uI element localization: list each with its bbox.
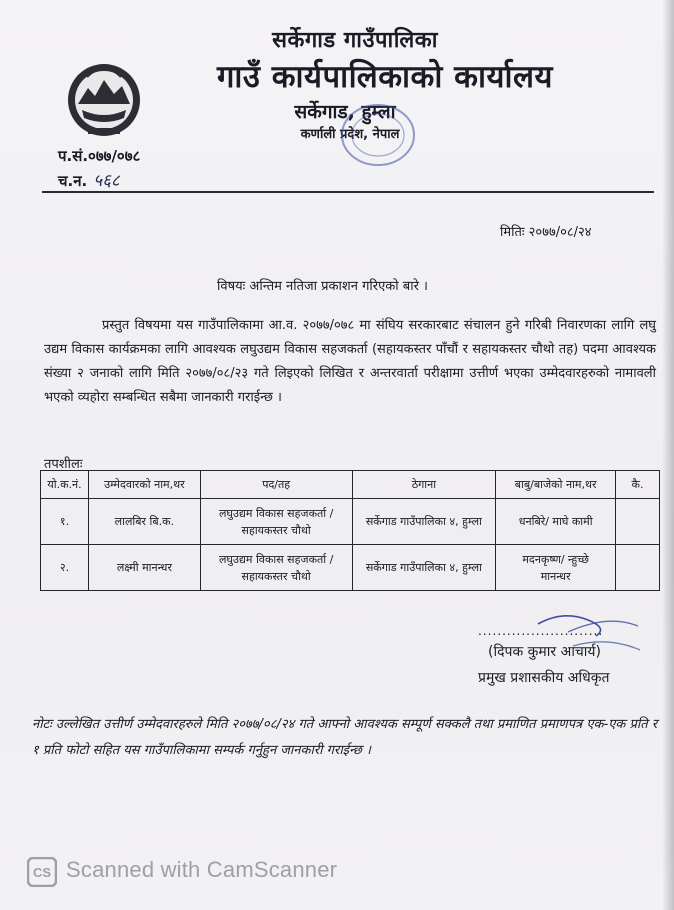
letter-subject: विषयः अन्तिम नतिजा प्रकाशन गरिएको बारे ।: [217, 279, 428, 294]
cell-post-line2: सहायकस्तर चौथो: [241, 569, 311, 583]
office-round-stamp: [338, 100, 418, 170]
cell-father-line2: मानन्धर: [540, 569, 571, 583]
cell-father: धनबिरे/ माघे कामी: [496, 499, 616, 545]
signature-line: ..........................: [478, 624, 604, 638]
table-row: [41, 545, 660, 591]
camscanner-logo-text: CS: [32, 865, 52, 880]
page-edge-shadow: [662, 0, 674, 910]
nepal-emblem-icon: [62, 52, 146, 140]
letter-date: मितिः २०७७/०८/२४: [500, 225, 592, 240]
cell-address: सर्केगाड गाउँपालिका ४, हुम्ला: [352, 545, 496, 591]
cell-post: [200, 545, 352, 591]
letter-body: प्रस्तुत विषयमा यस गाउँपालिकामा आ.व. २०७७/०७८ मा संघिय सरकारबाट संचालन हुने गरिबी निवारणका लागि लघु उद्यम विकास कार्यक्रमका लागि आवश्यक लघुउद्यम विकास सहजकर्ता (सहायकस्तर पाँचौं र सहायकस्तर चौथो तह) पदमा आवश्यक संख्या २ जनाको लागि मिति २०७७/०८/२३ गते लिइएको लिखित र अन्तरवार्ता परीक्षामा उत्तीर्ण भएका उम्मेदवारहरुको नामावली भएको व्यहोरा सम्बन्धित सबैमा जानकारी गराईन्छ ।: [44, 318, 656, 405]
col-address-header: ठेगाना: [352, 471, 496, 499]
header-divider: [42, 191, 654, 193]
table-header-row: [41, 471, 660, 499]
col-remarks-header: कै.: [616, 471, 660, 499]
dispatch-value: ५६८: [93, 171, 120, 191]
dispatch-number: [58, 168, 120, 191]
cell-father-line1: मदनकृष्ण/ न्हुच्छे: [522, 552, 589, 566]
dispatch-label: च.न.: [58, 172, 88, 190]
table-row: [41, 499, 660, 545]
office-province: कर्णाली प्रदेश, नेपाल: [300, 127, 400, 142]
signatory-title: प्रमुख प्रशासकीय अधिकृत: [478, 670, 610, 686]
signatory-name: (दिपक कुमार आचार्य): [488, 644, 602, 660]
cell-father: [496, 545, 616, 591]
col-name-header: उम्मेदवारको नाम,थर: [88, 471, 200, 499]
cell-name: लालबिर बि.क.: [88, 499, 200, 545]
cell-serial: १.: [41, 499, 89, 545]
camscanner-watermark: Scanned with CamScanner: [66, 857, 338, 882]
signature-stamp: [468, 606, 648, 676]
cell-remarks: [616, 545, 660, 591]
cell-post-line1: लघुउद्यम विकास सहजकर्ता /: [218, 506, 334, 520]
cell-post-line1: लघुउद्यम विकास सहजकर्ता /: [218, 552, 334, 566]
cell-post: [200, 499, 352, 545]
reference-number: प.सं.०७७/०७८: [58, 147, 141, 165]
cell-post-line2: सहायकस्तर चौथो: [241, 523, 311, 537]
office-place: सर्केगाड, हुम्ला: [294, 101, 396, 123]
cell-serial: २.: [41, 545, 89, 591]
cell-remarks: [616, 499, 660, 545]
camscanner-logo-icon: [27, 857, 57, 887]
col-post-header: पद/तह: [200, 471, 352, 499]
col-father-header: बाबु/बाजेको नाम,थर: [496, 471, 616, 499]
cell-name: लक्ष्मी मानन्धर: [88, 545, 200, 591]
col-serial-header: यो.क.नं.: [41, 471, 89, 499]
cell-address: सर्केगाड गाउँपालिका ४, हुम्ला: [352, 499, 496, 545]
results-table: [40, 470, 660, 591]
footer-note: नोटः उल्लेखित उत्तीर्ण उम्मेदवारहरुले मिति २०७७/०८/२४ गते आफ्नो आवश्यक सम्पूर्ण सक्कलै तथा प्रमाणित प्रमाणपत्र एक-एक प्रति र १ प्रति फोटो सहित यस गाउँपालिकामा सम्पर्क गर्नुहुन जानकारी गराईन्छ ।: [32, 717, 658, 758]
office-name: गाउँ कार्यपालिकाको कार्यालय: [216, 59, 554, 95]
municipality-name: सर्केगाड गाउँपालिका: [272, 28, 438, 53]
details-label: तपशीलः: [44, 457, 83, 472]
